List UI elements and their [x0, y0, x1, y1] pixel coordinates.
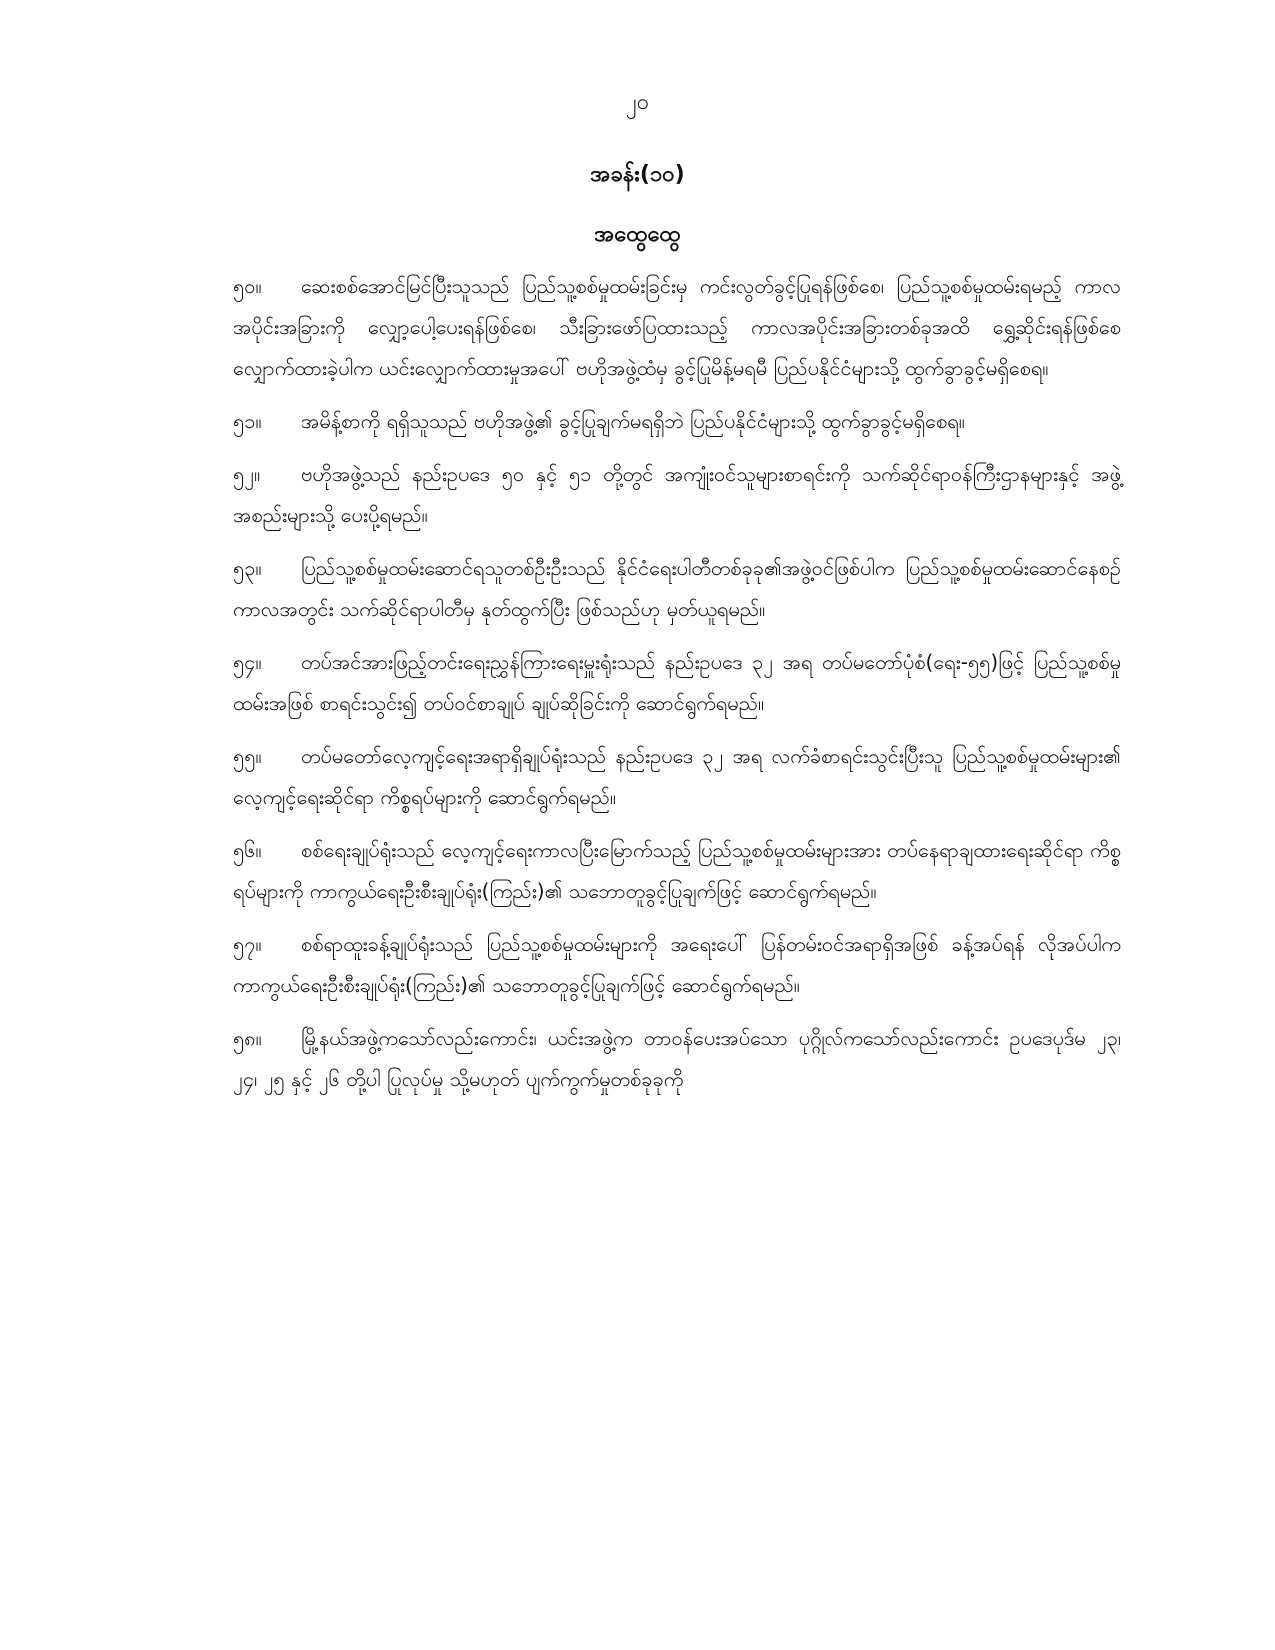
paragraph-text: အမိန့်စာကို ရရှိသူသည် ဗဟိုအဖွဲ့၏ ခွင့်ပြုချက်မရရှိဘဲ ပြည်ပနိုင်ငံများသို့ ထွက်ခွာခွင့်မရှိစေရ။	[301, 409, 965, 433]
chapter-title: အခန်း(၁၀)	[590, 162, 685, 187]
paragraph-text: ဆေးစစ်အောင်မြင်ပြီးသူသည် ပြည်သူ့စစ်မှုထမ်းခြင်းမှ ကင်းလွတ်ခွင့်ပြုရန်ဖြစ်စေ၊ ပြည်သူ့စစ်မှုထမ်းရမည့် ကာလအပိုင်းအခြားကို လျှော့ပေါ့ပေးရန်ဖြစ်စေ၊ သီးခြားဖော်ပြထားသည့် ကာလအပိုင်းအခြားတစ်ခုအထိ ရွှေ့ဆိုင်းရန်ဖြစ်စေ လျှောက်ထားခဲ့ပါက ယင်းလျှောက်ထားမှုအပေါ် ဗဟိုအဖွဲ့ထံမှ ခွင့်ပြုမိန့်မရမီ ပြည်ပနိုင်ငံများသို့ ထွက်ခွာခွင့်မရှိစေရ။	[233, 274, 1121, 380]
paragraph-53	[233, 548, 1121, 630]
paragraph-text: တပ်အင်အားဖြည့်တင်းရေးညွှန်ကြားရေးမှူးရုံးသည် နည်းဥပဒေ ၃၂ အရ တပ်မတော်ပုံစံ(ရေး-၅၅)ဖြင့် ပြည်သူ့စစ်မှုထမ်းအဖြစ် စာရင်းသွင်း၍ တပ်ဝင်စာချုပ် ချုပ်ဆိုခြင်းကို ဆောင်ရွက်ရမည်။	[233, 650, 1121, 715]
chapter-subtitle: အထွေထွေ	[594, 222, 681, 247]
paragraph-number: ၅၁။	[233, 409, 262, 433]
body-text	[233, 266, 1121, 1112]
paragraph-number: ၅၂။	[233, 462, 261, 486]
paragraph-50	[233, 266, 1121, 389]
paragraph-57	[233, 924, 1121, 1006]
paragraph-text: ပြည်သူ့စစ်မှုထမ်းဆောင်ရသူတစ်ဦးဦးသည် နိုင်ငံရေးပါတီတစ်ခုခု၏အဖွဲ့ဝင်ဖြစ်ပါက ပြည်သူ့စစ်မှုထမ်းဆောင်နေစဉ်ကာလအတွင်း သက်ဆိုင်ရာပါတီမှ နုတ်ထွက်ပြီး ဖြစ်သည်ဟု မှတ်ယူရမည်။	[233, 556, 1121, 621]
paragraph-55	[233, 736, 1121, 818]
paragraph-text: စစ်ရေးချုပ်ရုံးသည် လေ့ကျင့်ရေးကာလပြီးမြောက်သည့် ပြည်သူ့စစ်မှုထမ်းများအား တပ်နေရာချထားရေးဆိုင်ရာ ကိစ္စရပ်များကို ကာကွယ်ရေးဦးစီးချုပ်ရုံး(ကြည်း)၏ သဘောတူခွင့်ပြုချက်ဖြင့် ဆောင်ရွက်ရမည်။	[233, 838, 1121, 903]
paragraph-text: ဗဟိုအဖွဲ့သည် နည်းဥပဒေ ၅၀ နှင့် ၅၁ တို့တွင် အကျုံးဝင်သူများစာရင်းကို သက်ဆိုင်ရာဝန်ကြီးဌာနများနှင့် အဖွဲ့အစည်းများသို့ ပေးပို့ရမည်။	[233, 462, 1121, 527]
paragraph-51	[233, 401, 1121, 442]
paragraph-number: ၅၈။	[233, 1026, 262, 1050]
paragraph-58	[233, 1018, 1121, 1100]
paragraph-number: ၅၅။	[233, 744, 262, 768]
paragraph-text: တပ်မတော်လေ့ကျင့်ရေးအရာရှိချုပ်ရုံးသည် နည်းဥပဒေ ၃၂ အရ လက်ခံစာရင်းသွင်းပြီးသူ ပြည်သူ့စစ်မှုထမ်းများ၏ လေ့ကျင့်ရေးဆိုင်ရာ ကိစ္စရပ်များကို ဆောင်ရွက်ရမည်။	[233, 744, 1121, 809]
paragraph-56	[233, 830, 1121, 912]
paragraph-number: ၅၆။	[233, 838, 262, 862]
page-number: ၂၀	[625, 90, 650, 115]
paragraph-number: ၅၀။	[233, 274, 262, 298]
paragraph-number: ၅၄။	[233, 650, 262, 674]
paragraph-text: စစ်ရာထူးခန့်ချုပ်ရုံးသည် ပြည်သူ့စစ်မှုထမ်းများကို အရေးပေါ် ပြန်တမ်းဝင်အရာရှိအဖြစ် ခန့်အပ်ရန် လိုအပ်ပါက ကာကွယ်ရေးဦးစီးချုပ်ရုံး(ကြည်း)၏ သဘောတူခွင့်ပြုချက်ဖြင့် ဆောင်ရွက်ရမည်။	[233, 932, 1121, 997]
paragraph-text: မြို့နယ်အဖွဲ့ကသော်လည်းကောင်း၊ ယင်းအဖွဲ့က တာဝန်ပေးအပ်သော ပုဂ္ဂိုလ်ကသော်လည်းကောင်း ဥပဒေပုဒ်မ ၂၃၊ ၂၄၊ ၂၅ နှင့် ၂၆ တို့ပါ ပြုလုပ်မှု သို့မဟုတ် ပျက်ကွက်မှုတစ်ခုခုကို	[233, 1026, 1121, 1091]
paragraph-number: ၅၃။	[233, 556, 262, 580]
paragraph-54	[233, 642, 1121, 724]
paragraph-52	[233, 454, 1121, 536]
paragraph-number: ၅၇။	[233, 932, 262, 956]
